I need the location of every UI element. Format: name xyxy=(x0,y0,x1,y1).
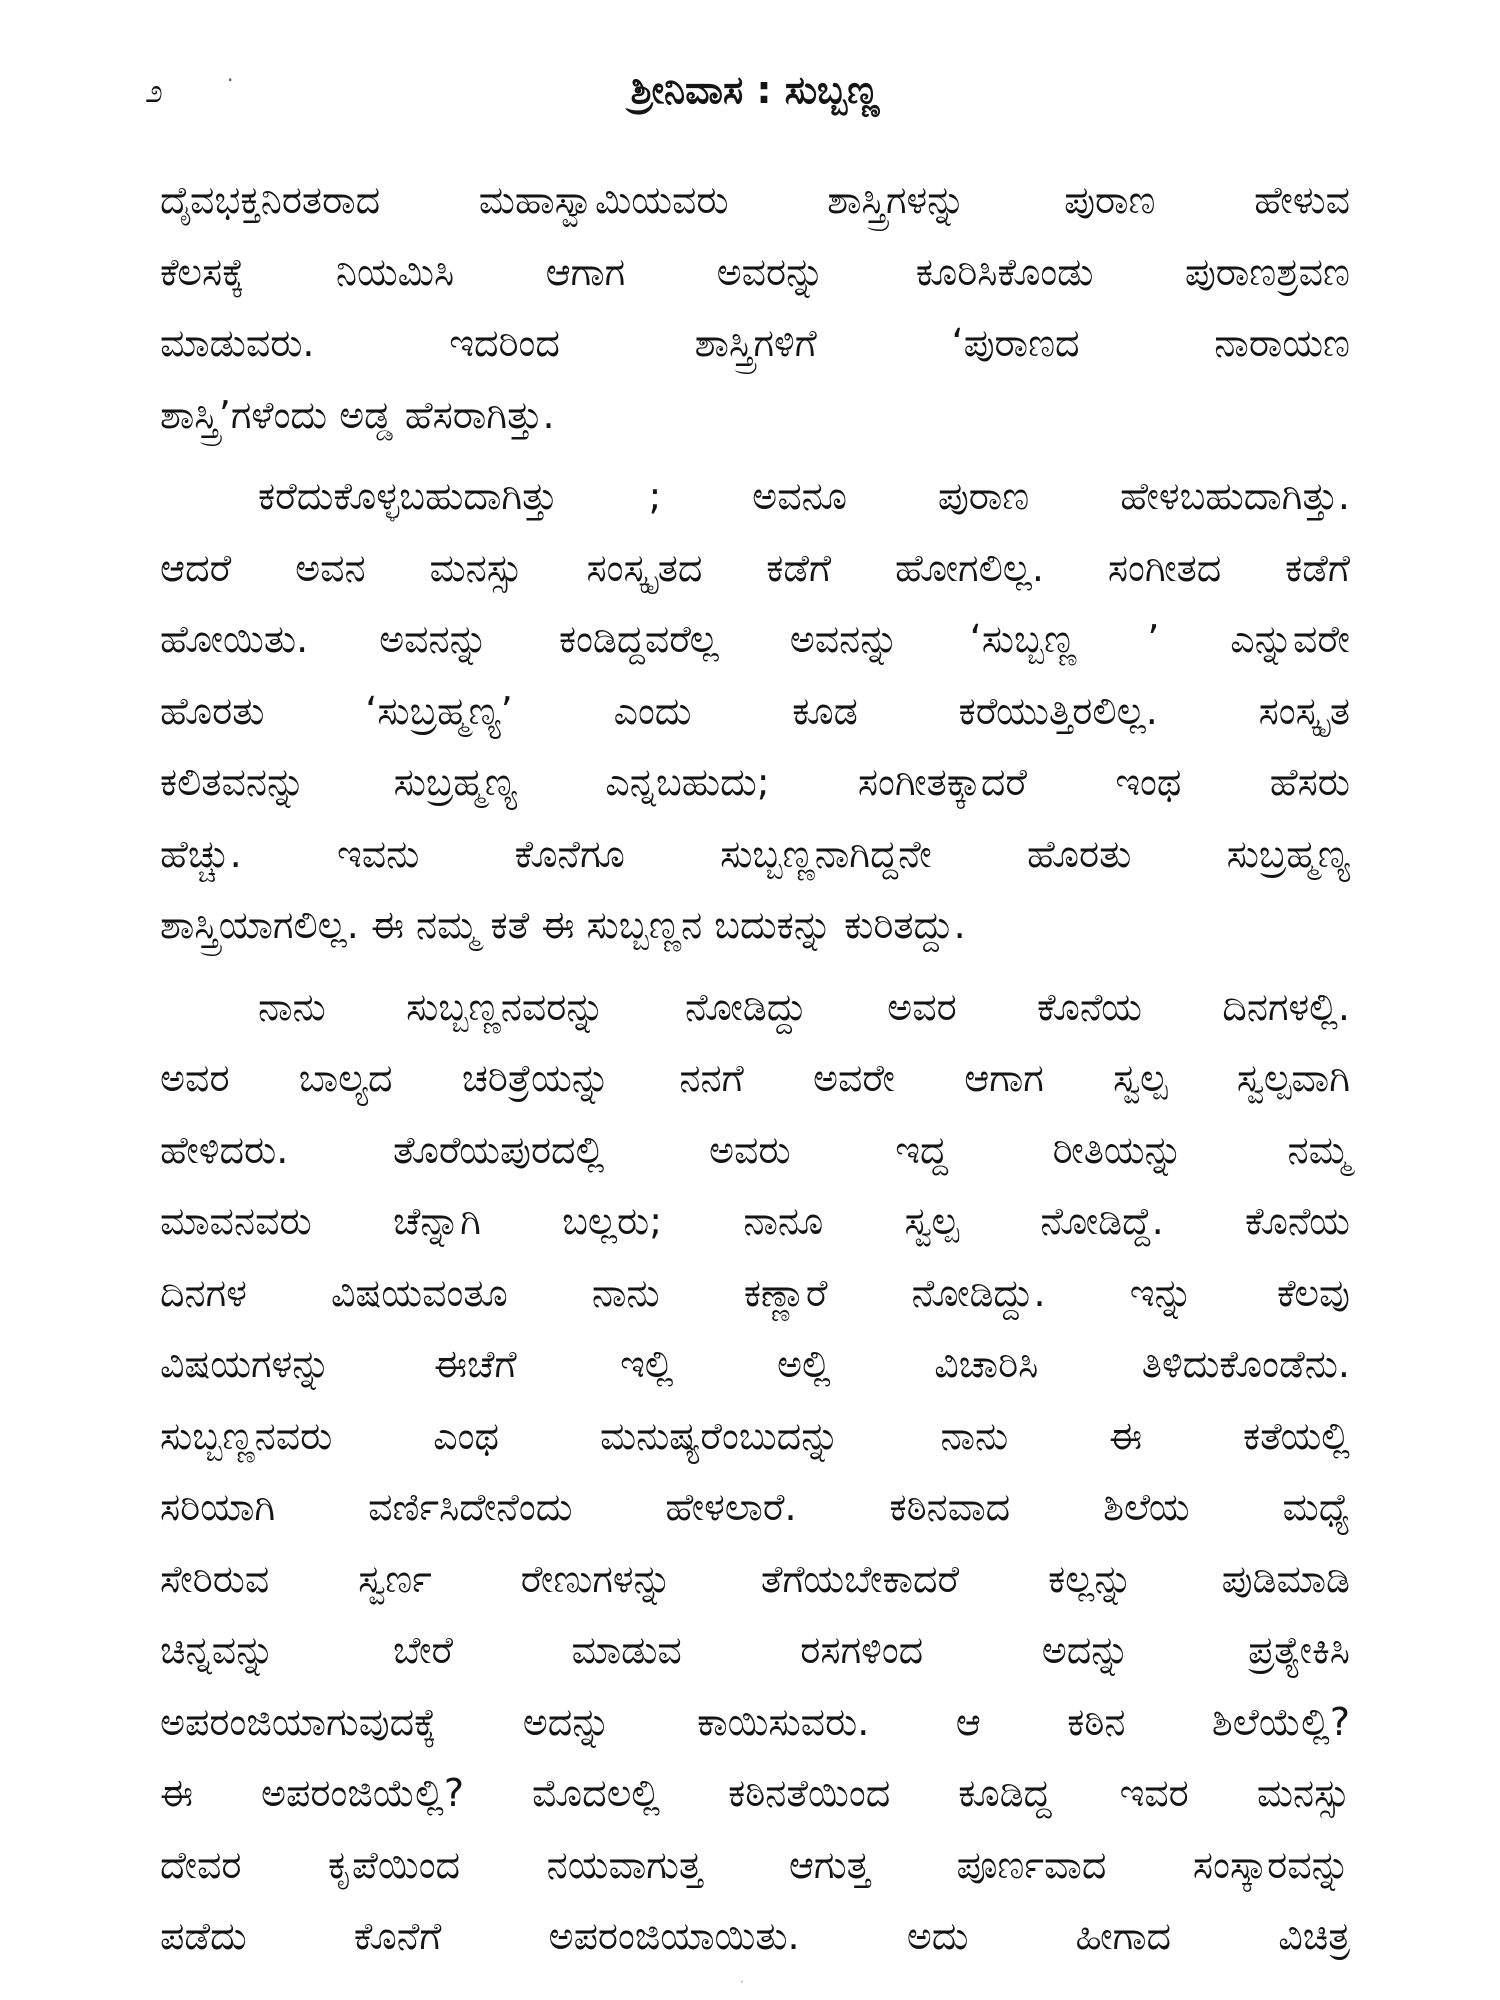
text-line: ಅಪರಂಜಿಯಾಗುವುದಕ್ಕೆ ಅದನ್ನು ಕಾಯಿಸುವರು. ಆ ಕಠಿನ ಶಿಲೆಯೆಲ್ಲಿ? xyxy=(160,1699,1350,1744)
text-line: ದಿನಗಳ ವಿಷಯವಂತೂ ನಾನು ಕಣ್ಣಾರೆ ನೋಡಿದ್ದು. ಇನ್ನು ಕೆಲವು xyxy=(160,1270,1350,1315)
text-line: ಹೋಯಿತು. ಅವನನ್ನು ಕಂಡಿದ್ದವರೆಲ್ಲ ಅವನನ್ನು ‘ಸುಬ್ಬಣ್ಣ ’ ಎನ್ನುವರೇ xyxy=(160,617,1350,661)
text-line: ದೈವಭಕ್ತನಿರತರಾದ ಮಹಾಸ್ವಾಮಿಯವರು ಶಾಸ್ತ್ರಿಗಳನ್ನು ಪುರಾಣ ಹೇಳುವ xyxy=(160,178,1350,222)
text-line: ಅವರ ಬಾಲ್ಯದ ಚರಿತ್ರೆಯನ್ನು ನನಗೆ ಅವರೇ ಆಗಾಗ ಸ್ವಲ್ಪ ಸ್ವಲ್ಪವಾಗಿ xyxy=(160,1056,1350,1100)
page-number: ೨ xyxy=(145,72,163,110)
text-line: ಪಡೆದು ಕೊನೆಗೆ ಅಪರಂಜಿಯಾಯಿತು. ಅದು ಹೀಗಾದ ವಿಚಿತ್ರ xyxy=(160,1914,1350,1958)
text-line: ಚಿನ್ನವನ್ನು ಬೇರೆ ಮಾಡುವ ರಸಗಳಿಂದ ಅದನ್ನು ಪ್ರತ್ಯೇಕಿಸಿ xyxy=(160,1628,1350,1672)
text-line: ಶಾಸ್ತ್ರಿ’ಗಳೆಂದು ಅಡ್ಡ ಹೆಸರಾಗಿತ್ತು. xyxy=(160,392,555,437)
page-header xyxy=(145,68,1365,128)
text-line: ನಾನು ಸುಬ್ಬಣ್ಣನವರನ್ನು ನೋಡಿದ್ದು ಅವರ ಕೊನೆಯ ದಿನಗಳಲ್ಲಿ. xyxy=(258,984,1350,1029)
text-line: ಮಾಡುವರು. ಇದರಿಂದ ಶಾಸ್ತ್ರಿಗಳಿಗೆ ‘ಪುರಾಣದ ನಾರಾಯಣ xyxy=(160,321,1350,365)
text-line: ಹೊರತು ‘ಸುಬ್ರಹ್ಮಣ್ಯ’ ಎಂದು ಕೂಡ ಕರೆಯುತ್ತಿರಲಿಲ್ಲ. ಸಂಸ್ಕೃತ xyxy=(160,688,1350,733)
text-line: ಹೆಚ್ಚು. ಇವನು ಕೊನೆಗೂ ಸುಬ್ಬಣ್ಣನಾಗಿದ್ದನೇ ಹೊರತು ಸುಬ್ರಹ್ಮಣ್ಯ xyxy=(160,831,1350,876)
body-text xyxy=(160,165,1350,1973)
text-line: ಹೇಳಿದರು. ತೊರೆಯಪುರದಲ್ಲಿ ಅವರು ಇದ್ದ ರೀತಿಯನ್ನು ನಮ್ಮ xyxy=(160,1127,1350,1172)
text-line: ಕರೆದುಕೊಳ್ಳಬಹುದಾಗಿತ್ತು ; ಅವನೂ ಪುರಾಣ ಹೇಳಬಹುದಾಗಿತ್ತು. xyxy=(258,474,1350,518)
header-mark: · xyxy=(227,68,234,92)
text-line: ಮಾವನವರು ಚೆನ್ನಾಗಿ ಬಲ್ಲರು; ನಾನೂ ಸ್ವಲ್ಪ ನೋಡಿದ್ದೆ. ಕೊನೆಯ xyxy=(160,1199,1350,1243)
text-line: ಸರಿಯಾಗಿ ವರ್ಣಿಸಿದೇನೆಂದು ಹೇಳಲಾರೆ. ಕಠಿನವಾದ ಶಿಲೆಯ ಮಧ್ಯೆ xyxy=(160,1485,1350,1529)
text-line: ಈ ಅಪರಂಜಿಯೆಲ್ಲಿ? ಮೊದಲಲ್ಲಿ ಕಠಿನತೆಯಿಂದ ಕೂಡಿದ್ದ ಇವರ ಮನಸ್ಸು xyxy=(160,1771,1350,1815)
text-line: ಶಾಸ್ತ್ರಿಯಾಗಲಿಲ್ಲ. ಈ ನಮ್ಮ ಕತೆ ಈ ಸುಬ್ಬಣ್ಣನ ಬದುಕನ್ನು ಕುರಿತದ್ದು. xyxy=(160,903,966,947)
text-line: ಕೆಲಸಕ್ಕೆ ನಿಯಮಿಸಿ ಆಗಾಗ ಅವರನ್ನು ಕೂರಿಸಿಕೊಂಡು ಪುರಾಣಶ್ರವಣ xyxy=(160,249,1350,294)
text-line: ವಿಷಯಗಳನ್ನು ಈಚೆಗೆ ಇಲ್ಲಿ ಅಲ್ಲಿ ವಿಚಾರಿಸಿ ತಿಳಿದುಕೊಂಡೆನು. xyxy=(160,1342,1350,1386)
text-line: ಕಲಿತವನನ್ನು ಸುಬ್ರಹ್ಮಣ್ಯ ಎನ್ನಬಹುದು; ಸಂಗೀತಕ್ಕಾದರೆ ಇಂಥ ಹೆಸರು xyxy=(160,760,1350,804)
footer-mark: · xyxy=(740,1975,744,1989)
paragraph-gap xyxy=(160,451,1350,461)
text-line: ಆದರೆ ಅವನ ಮನಸ್ಸು ಸಂಸ್ಕೃತದ ಕಡೆಗೆ ಹೋಗಲಿಲ್ಲ. ಸಂಗೀತದ ಕಡೆಗೆ xyxy=(160,545,1350,590)
text-line: ಸುಬ್ಬಣ್ಣನವರು ಎಂಥ ಮನುಷ್ಯರೆಂಬುದನ್ನು ನಾನು ಈ ಕತೆಯಲ್ಲಿ xyxy=(160,1413,1350,1458)
text-line: ದೇವರ ಕೃಪೆಯಿಂದ ನಯವಾಗುತ್ತ ಆಗುತ್ತ ಪೂರ್ಣವಾದ ಸಂಸ್ಕಾರವನ್ನು xyxy=(160,1842,1350,1887)
paragraph-gap xyxy=(160,962,1350,972)
text-line: ಸೇರಿರುವ ಸ್ವರ್ಣ ರೇಣುಗಳನ್ನು ತೆಗೆಯಬೇಕಾದರೆ ಕಲ್ಲನ್ನು ಪುಡಿಮಾಡಿ xyxy=(160,1556,1350,1601)
running-title: ಶ್ರೀನಿವಾಸ : ಸುಬ್ಬಣ್ಣ xyxy=(630,68,880,112)
